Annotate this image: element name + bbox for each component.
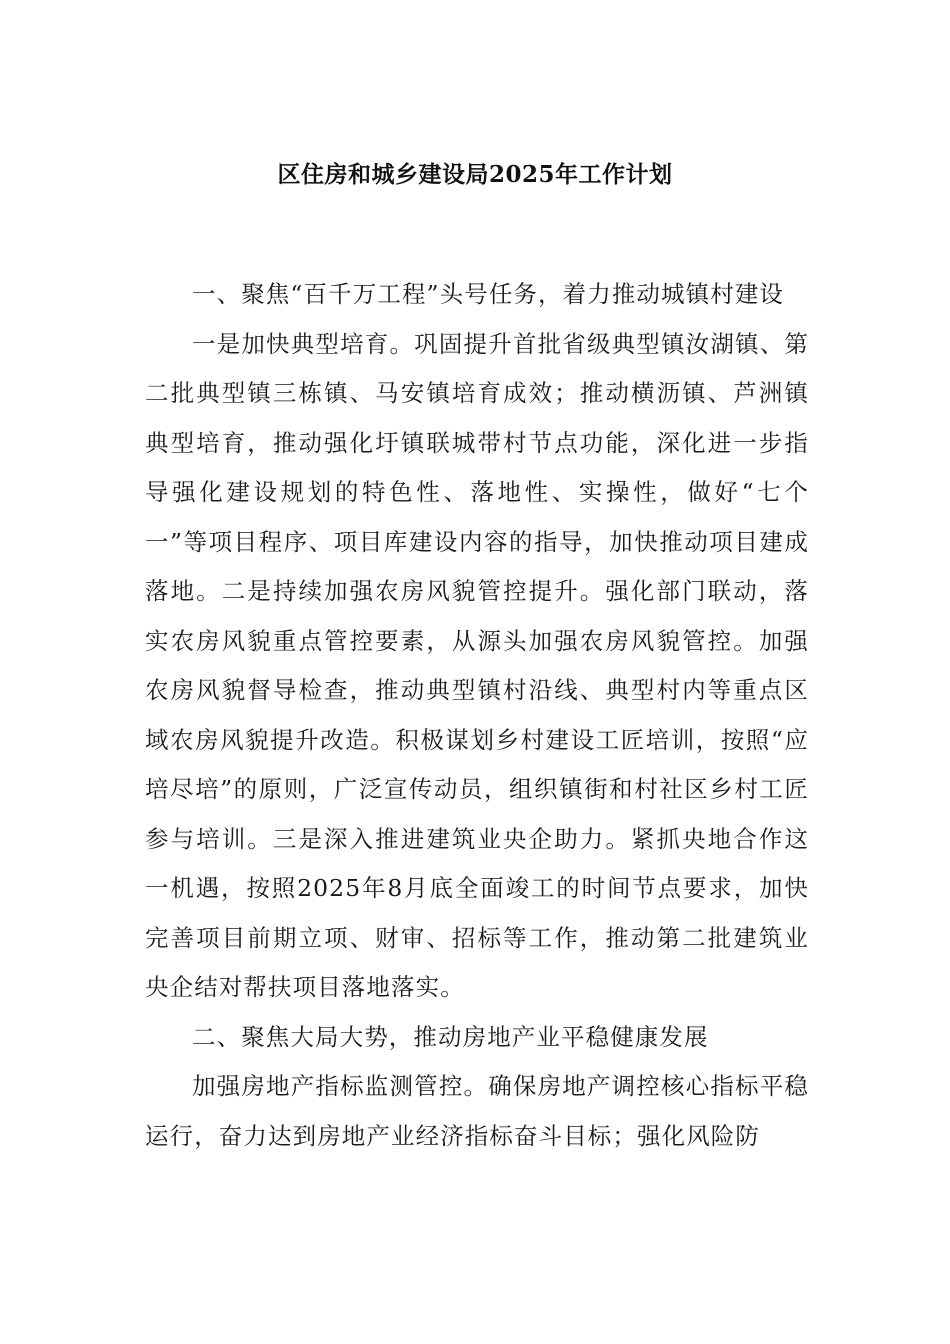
- document-title: 区住房和城乡建设局2025年工作计划: [277, 161, 673, 188]
- document-body: [145, 270, 809, 1161]
- section-heading-2: 二、聚焦大局大势，推动房地产业平稳健康发展: [192, 1022, 709, 1051]
- section-heading-1: 一、聚焦“百千万工程”头号任务，着力推动城镇村建设: [192, 280, 785, 308]
- body-paragraph-2: 加强房地产指标监测管控。确保房地产调控核心指标平稳运行，奋力达到房地产业经济指标奋斗目标；强化风险防: [145, 1072, 809, 1150]
- body-paragraph-1: 一是加快典型培育。巩固提升首批省级典型镇汝湖镇、第二批典型镇三栋镇、马安镇培育成效；推动横沥镇、芦洲镇典型培育，推动强化圩镇联城带村节点功能，深化进一步指导强化建设规划的特色性、落地性、实操性，做好“七个一”等项目程序、项目库建设内容的指导，加快推动项目建成落地。二是持续加强农房风貌管控提升。强化部门联动，落实农房风貌重点管控要素，从源头加强农房风貌管控。加强农房风貌督导检查，推动典型镇村沿线、典型村内等重点区域农房风貌提升改造。积极谋划乡村建设工匠培训，按照“应培尽培”的原则，广泛宣传动员，组织镇街和村社区乡村工匠参与培训。三是深入推进建筑业央企助力。紧抓央地合作这一机遇，按照2025年8月底全面竣工的时间节点要求，加快完善项目前期立项、财审、招标等工作，推动第二批建筑业央企结对帮扶项目落地落实。: [145, 329, 809, 1001]
